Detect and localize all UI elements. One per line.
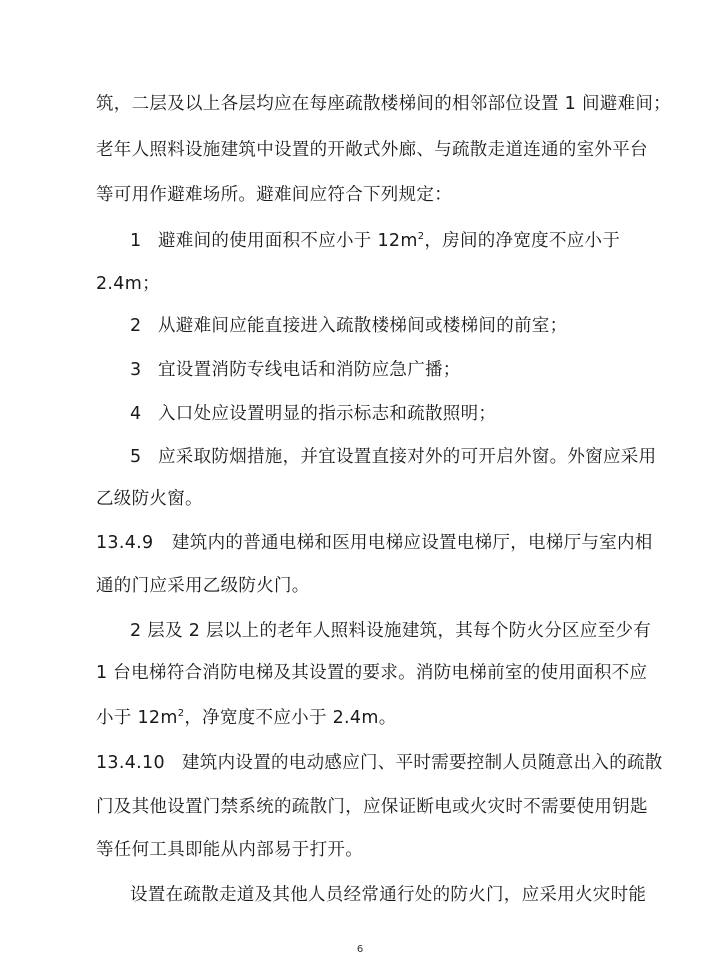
text-line: 等任何工具即能从内部易于打开。 bbox=[96, 840, 363, 860]
list-item: 2 从避难间应能直接进入疏散楼梯间或楼梯间的前室； bbox=[130, 316, 568, 336]
text-line: 门及其他设置门禁系统的疏散门，应保证断电或火灾时不需要使用钥匙 bbox=[96, 797, 648, 817]
text-line: 筑，二层及以上各层均应在每座疏散楼梯间的相邻部位设置 1 间避难间； bbox=[96, 94, 671, 114]
text-line: 乙级防火窗。 bbox=[96, 489, 203, 509]
list-item: 5 应采取防烟措施，并宜设置直接对外的可开启外窗。外窗应采用 bbox=[130, 447, 657, 467]
list-item: 4 入口处应设置明显的指示标志和疏散照明； bbox=[130, 404, 497, 424]
section-clause: 13.4.10 建筑内设置的电动感应门、平时需要控制人员随意出入的疏散 bbox=[96, 753, 663, 773]
page-number: 6 bbox=[356, 944, 364, 955]
list-item: 1 避难间的使用面积不应小于 $12m^2$，房间的净宽度不应小于 bbox=[130, 231, 621, 251]
text-line: 2 层及 2 层以上的老年人照料设施建筑，其每个防火分区应至少有 bbox=[130, 621, 652, 641]
text-line: 设置在疏散走道及其他人员经常通行处的防火门，应采用火灾时能 bbox=[130, 885, 647, 905]
text-line: 小于 $12m^2$，净宽度不应小于 2.4m。 bbox=[96, 708, 397, 728]
text-line: 2.4m； bbox=[96, 274, 160, 294]
text-line: 通的门应采用乙级防火门。 bbox=[96, 576, 310, 596]
section-clause: 13.4.9 建筑内的普通电梯和医用电梯应设置电梯厅，电梯厅与室内相 bbox=[96, 533, 653, 553]
list-item: 3 宜设置消防专线电话和消防应急广播； bbox=[130, 360, 461, 380]
text-line: 老年人照料设施建筑中设置的开敞式外廊、与疏散走道连通的室外平台 bbox=[96, 140, 648, 160]
text-line: 1 台电梯符合消防电梯及其设置的要求。消防电梯前室的使用面积不应 bbox=[96, 663, 648, 683]
text-line: 等可用作避难场所。避难间应符合下列规定： bbox=[96, 185, 452, 205]
